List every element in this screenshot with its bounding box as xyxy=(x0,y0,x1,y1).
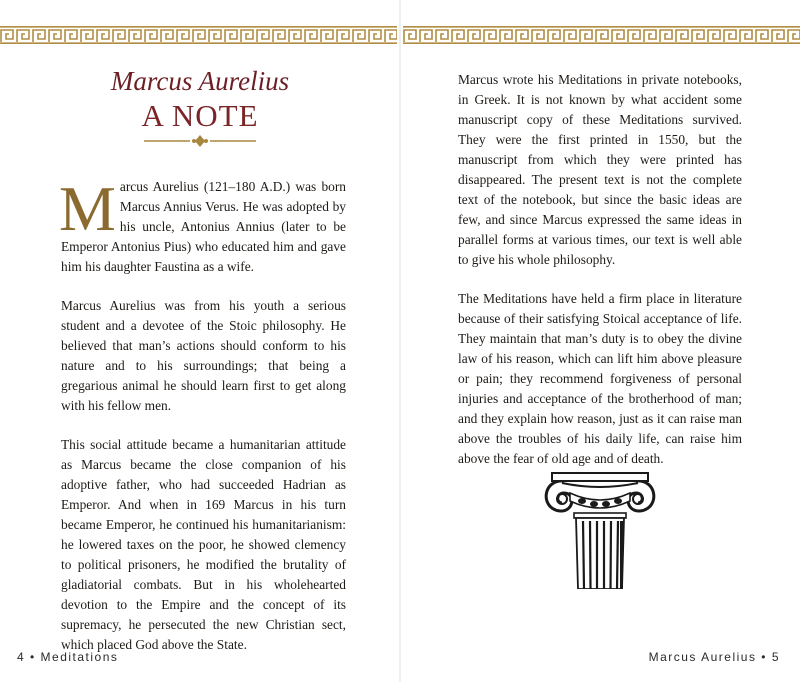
paragraph: This social attitude became a humanitarian attitude as Marcus became the close companion of his adoptive father, who had succeeded Hadrian as Emperor. And when in 169 Marcus in his turn became Emperor, he continued his humanitarianism: he lowered taxes on the poor, he showed clemency to political prisoners, he modified the brutality of gladiatorial combats. But in his wholehearted devotion to the Empire and the concept of its supremacy, he persecuted the new Christian sect, which placed God above the State. xyxy=(61,437,346,652)
paragraph: The Meditations have held a firm place in literature because of their satisfying Stoical acceptance of life. They maintain that man’s duty is to obey the divine law of his reason, which can lift him above pleasure or pain; they recommend forgiveness of personal injuries and acceptance of the brotherhood of man; and they explain how reason, just as it can raise man above the troubles of his daily life, can raise him above the fear of old age and of death. xyxy=(458,291,742,466)
paragraph: Marcus wrote his Meditations in private notebooks, in Greek. It is not known by what accident some manuscript copy of these Meditations survived. They were the first printed in 1550, but the manuscript from which they were printed has disappeared. The present text is not the complete text of the notebook, but since the basic ideas are few, and since Marcus expressed the same ideas in parallel forms at various times, our text is well able to give his whole philosophy. xyxy=(458,72,742,267)
right-body-text xyxy=(458,70,742,488)
page-folio-left: 4 • Meditations xyxy=(17,650,119,664)
left-body-text xyxy=(59,173,346,674)
paragraph-text: arcus Aurelius (121–180 A.D.) was born Marcus Annius Verus. He was adopted by his uncle, Antonius Annius (later to be Emperor Antonius Pius) who educated him and gave him his daughter Faustina as a wife. xyxy=(61,179,346,274)
paragraph: Marcus Aurelius was from his youth a serious student and a devotee of the Stoic philosophy. He believed that man’s actions should conform to his nature and to his surroundings; that being a gregarious animal he should learn first to get along with his fellow men. xyxy=(61,298,346,413)
right-page xyxy=(400,0,800,682)
ionic-column-icon xyxy=(538,461,662,589)
page-folio-right: Marcus Aurelius • 5 xyxy=(648,650,780,664)
chapter-subtitle: Marcus Aurelius xyxy=(110,66,290,96)
ornamental-rule xyxy=(144,134,256,148)
chapter-title: A NOTE xyxy=(141,98,259,133)
drop-cap: M xyxy=(59,173,116,244)
paragraph xyxy=(59,173,346,277)
